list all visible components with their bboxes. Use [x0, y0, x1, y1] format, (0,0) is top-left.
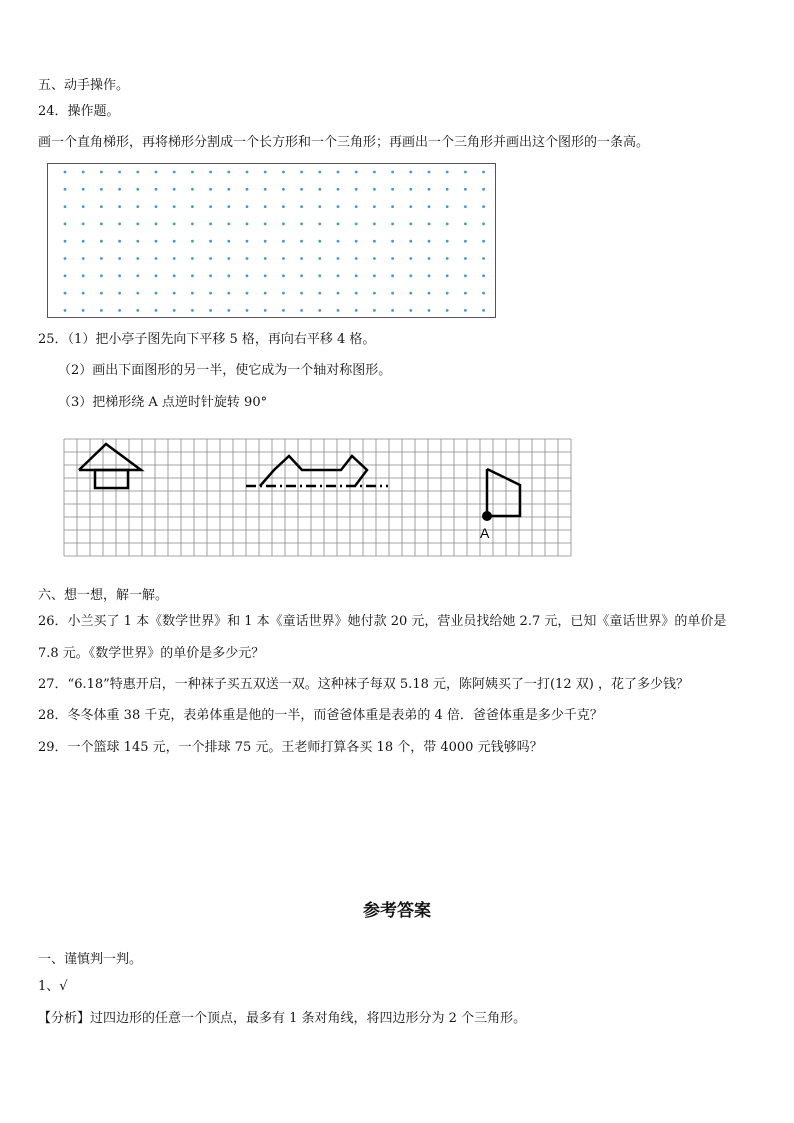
grid-dot — [464, 292, 467, 295]
grid-dot — [64, 274, 67, 277]
grid-dot — [136, 188, 139, 191]
grid-dot — [409, 171, 412, 174]
grid-dot — [82, 171, 85, 174]
grid-dot — [282, 171, 285, 174]
grid-dot — [428, 171, 431, 174]
grid-dot — [264, 292, 267, 295]
grid-dot — [446, 309, 449, 312]
grid-dot — [118, 205, 121, 208]
point-a — [482, 511, 492, 521]
grid-dot — [446, 205, 449, 208]
grid-dot — [64, 240, 67, 243]
grid-dot — [64, 205, 67, 208]
grid-dot — [246, 205, 249, 208]
grid-dot — [173, 240, 176, 243]
grid-dot — [391, 188, 394, 191]
grid-dot — [173, 292, 176, 295]
grid-dot — [428, 223, 431, 226]
grid-dot — [173, 309, 176, 312]
grid-dot — [355, 292, 358, 295]
question-25-part2: （2）画出下面图形的另一半，使它成为一个轴对称图形。 — [58, 363, 392, 378]
grid-dot — [227, 223, 230, 226]
grid-dot — [391, 309, 394, 312]
grid-dot — [82, 223, 85, 226]
grid-dot — [391, 292, 394, 295]
pavilion-base — [95, 470, 128, 488]
grid-dot — [391, 274, 394, 277]
grid-dot — [246, 171, 249, 174]
grid-dot — [191, 240, 194, 243]
grid-dot — [227, 292, 230, 295]
grid-dot — [118, 257, 121, 260]
grid-dot — [300, 171, 303, 174]
grid-dot — [355, 309, 358, 312]
grid-dot — [100, 309, 103, 312]
grid-dot — [227, 309, 230, 312]
grid-dot — [300, 240, 303, 243]
square-grid-figure — [63, 438, 583, 568]
grid-dot — [482, 223, 485, 226]
grid-dot — [482, 292, 485, 295]
grid-dot — [118, 274, 121, 277]
grid-dot — [264, 240, 267, 243]
grid-dot — [118, 309, 121, 312]
grid-dot — [446, 292, 449, 295]
grid-dot — [337, 274, 340, 277]
grid-dot — [300, 205, 303, 208]
grid-dot — [155, 171, 158, 174]
question-25-part1: 25．（1）把小亭子图先向下平移 5 格，再向右平移 4 格。 — [38, 332, 376, 347]
grid-dot — [155, 240, 158, 243]
grid-dot — [82, 188, 85, 191]
grid-dot — [64, 223, 67, 226]
grid-dot — [282, 257, 285, 260]
grid-dot — [64, 309, 67, 312]
answers-section-1-heading: 一、谨慎判一判。 — [38, 952, 143, 967]
grid-dot — [337, 257, 340, 260]
grid-dot — [428, 292, 431, 295]
grid-dot — [136, 223, 139, 226]
grid-dot — [118, 171, 121, 174]
grid-dot — [282, 240, 285, 243]
grid-dot — [209, 171, 212, 174]
grid-dot — [428, 309, 431, 312]
grid-dot — [318, 188, 321, 191]
grid-dot — [82, 205, 85, 208]
grid-dot — [300, 309, 303, 312]
grid-dot — [173, 223, 176, 226]
grid-dot — [355, 188, 358, 191]
grid-dot — [118, 223, 121, 226]
grid-dot — [100, 257, 103, 260]
grid-dot — [264, 274, 267, 277]
point-a-label: A — [480, 525, 490, 541]
grid-dot — [209, 292, 212, 295]
grid-dot — [428, 257, 431, 260]
grid-dot — [300, 257, 303, 260]
question-25-part3: （3）把梯形绕 A 点逆时针旋转 90° — [58, 395, 268, 410]
grid-dot — [136, 205, 139, 208]
half-figure — [260, 456, 367, 486]
grid-dot — [155, 274, 158, 277]
grid-dot — [464, 188, 467, 191]
question-24-text: 画一个直角梯形，再将梯形分割成一个长方形和一个三角形；再画出一个三角形并画出这个图形的一条高。 — [38, 135, 650, 150]
grid-dot — [391, 171, 394, 174]
grid-dot — [191, 292, 194, 295]
grid-dot — [373, 257, 376, 260]
grid-dot — [464, 223, 467, 226]
grid-dot — [82, 240, 85, 243]
pavilion-roof — [79, 444, 141, 470]
section-heading-6: 六、想一想，解一解。 — [38, 588, 169, 603]
grid-dot — [318, 274, 321, 277]
grid-dot — [318, 171, 321, 174]
grid-dot — [246, 274, 249, 277]
grid-dot — [355, 257, 358, 260]
grid-dot — [391, 240, 394, 243]
grid-dot — [191, 205, 194, 208]
grid-dot — [409, 309, 412, 312]
grid-dot — [318, 240, 321, 243]
grid-dot — [100, 188, 103, 191]
grid-dot — [337, 309, 340, 312]
grid-dot — [136, 309, 139, 312]
grid-dot — [337, 205, 340, 208]
grid-dot — [227, 274, 230, 277]
grid-dot — [227, 188, 230, 191]
grid-dot — [155, 188, 158, 191]
grid-dot — [300, 292, 303, 295]
grid-dot — [318, 292, 321, 295]
grid-dot — [136, 240, 139, 243]
grid-dot — [227, 257, 230, 260]
grid-dot — [155, 292, 158, 295]
grid-dot — [209, 257, 212, 260]
grid-dot — [337, 171, 340, 174]
dot-grid — [48, 164, 495, 317]
grid-dot — [64, 171, 67, 174]
grid-dot — [282, 274, 285, 277]
grid-dot — [482, 257, 485, 260]
grid-dot — [337, 188, 340, 191]
grid-dot — [318, 223, 321, 226]
grid-dot — [155, 223, 158, 226]
grid-dot — [373, 240, 376, 243]
grid-dot — [246, 240, 249, 243]
grid-dot — [227, 205, 230, 208]
grid-dot — [409, 257, 412, 260]
grid-dot — [155, 205, 158, 208]
grid-dot — [246, 223, 249, 226]
grid-dot — [373, 205, 376, 208]
grid-dot — [446, 257, 449, 260]
grid-dot — [191, 309, 194, 312]
grid-dot — [391, 223, 394, 226]
grid-dot — [173, 205, 176, 208]
answer-1-analysis: 【分析】过四边形的任意一个顶点，最多有 1 条对角线，将四边形分为 2 个三角形。 — [38, 1011, 527, 1026]
grid-dot — [446, 188, 449, 191]
grid-dot — [373, 309, 376, 312]
grid-dot — [246, 188, 249, 191]
grid-dot — [100, 274, 103, 277]
grid-dot — [482, 309, 485, 312]
grid-dot — [355, 171, 358, 174]
trapezoid — [487, 469, 520, 516]
question-26-line1: 26．小兰买了 1 本《数学世界》和 1 本《童话世界》她付款 20 元，营业员找给她 2.7 元，已知《童话世界》的单价是 — [38, 614, 727, 629]
grid-dot — [464, 274, 467, 277]
grid-dot — [464, 205, 467, 208]
grid-dot — [227, 240, 230, 243]
grid-dot — [136, 292, 139, 295]
grid-dot — [264, 223, 267, 226]
grid-dot — [482, 188, 485, 191]
grid-dot — [337, 223, 340, 226]
grid-dot — [64, 188, 67, 191]
grid-dot — [209, 188, 212, 191]
grid-dot — [373, 292, 376, 295]
grid-dot — [100, 240, 103, 243]
square-grid — [63, 438, 583, 564]
grid-dot — [191, 257, 194, 260]
grid-dot — [409, 274, 412, 277]
grid-dot — [246, 309, 249, 312]
grid-dot — [464, 171, 467, 174]
grid-dot — [136, 274, 139, 277]
grid-dot — [282, 188, 285, 191]
grid-dot — [264, 188, 267, 191]
grid-dot — [82, 257, 85, 260]
grid-dot — [318, 309, 321, 312]
grid-dot — [173, 171, 176, 174]
grid-dot — [191, 188, 194, 191]
section-heading-5: 五、动手操作。 — [38, 78, 130, 93]
grid-dot — [100, 205, 103, 208]
grid-dot — [373, 188, 376, 191]
grid-dot — [100, 171, 103, 174]
grid-dot — [482, 205, 485, 208]
question-24-title: 24．操作题。 — [38, 104, 120, 119]
grid-dot — [355, 223, 358, 226]
grid-dot — [100, 292, 103, 295]
grid-dot — [391, 257, 394, 260]
grid-dot — [391, 205, 394, 208]
question-29: 29．一个篮球 145 元，一个排球 75 元。王老师打算各买 18 个，带 4000 元钱够吗？ — [38, 740, 543, 755]
grid-dot — [209, 274, 212, 277]
grid-dot — [355, 240, 358, 243]
grid-dot — [118, 240, 121, 243]
grid-dot — [409, 223, 412, 226]
grid-dot — [136, 257, 139, 260]
answers-title: 参考答案 — [363, 901, 431, 921]
grid-dot — [264, 257, 267, 260]
grid-dot — [246, 292, 249, 295]
grid-dot — [191, 274, 194, 277]
grid-dot — [246, 257, 249, 260]
grid-dot — [282, 292, 285, 295]
grid-dot — [355, 205, 358, 208]
grid-dot — [191, 171, 194, 174]
grid-dot — [373, 274, 376, 277]
grid-dot — [282, 223, 285, 226]
grid-dot — [337, 292, 340, 295]
grid-dot — [64, 292, 67, 295]
grid-dot — [82, 292, 85, 295]
grid-dot — [318, 205, 321, 208]
question-26-line2: 7.8 元。《数学世界》的单价是多少元？ — [38, 646, 265, 661]
grid-dot — [282, 309, 285, 312]
grid-dot — [300, 274, 303, 277]
grid-dot — [373, 171, 376, 174]
grid-dot — [409, 188, 412, 191]
dot-grid-box — [47, 163, 496, 318]
grid-dot — [118, 188, 121, 191]
grid-dot — [409, 240, 412, 243]
grid-dot — [82, 309, 85, 312]
grid-dot — [464, 240, 467, 243]
grid-dot — [446, 171, 449, 174]
grid-dot — [428, 205, 431, 208]
answer-1: 1、√ — [38, 979, 68, 994]
grid-dot — [173, 257, 176, 260]
grid-dot — [264, 205, 267, 208]
grid-dot — [100, 223, 103, 226]
grid-dot — [300, 188, 303, 191]
grid-dot — [264, 309, 267, 312]
grid-dot — [446, 240, 449, 243]
grid-dot — [428, 274, 431, 277]
grid-dot — [337, 240, 340, 243]
grid-dot — [355, 274, 358, 277]
grid-dot — [209, 205, 212, 208]
grid-dot — [464, 257, 467, 260]
grid-dot — [282, 205, 285, 208]
grid-dot — [373, 223, 376, 226]
grid-dot — [482, 171, 485, 174]
grid-dot — [209, 309, 212, 312]
grid-dot — [428, 240, 431, 243]
grid-dot — [446, 274, 449, 277]
grid-dot — [227, 171, 230, 174]
grid-dot — [155, 257, 158, 260]
grid-dot — [300, 223, 303, 226]
grid-dot — [464, 309, 467, 312]
grid-dot — [428, 188, 431, 191]
grid-dot — [173, 188, 176, 191]
grid-dot — [409, 205, 412, 208]
grid-dot — [264, 171, 267, 174]
grid-dot — [64, 257, 67, 260]
grid-dot — [155, 309, 158, 312]
grid-dot — [446, 223, 449, 226]
grid-dot — [482, 274, 485, 277]
grid-dot — [409, 292, 412, 295]
grid-dot — [82, 274, 85, 277]
question-28: 28．冬冬体重 38 千克，表弟体重是他的一半，而爸爸体重是表弟的 4 倍．爸爸体重是多少千克？ — [38, 708, 603, 723]
grid-dot — [173, 274, 176, 277]
grid-dot — [191, 223, 194, 226]
question-27: 27．“6.18”特惠开启，一种袜子买五双送一双。这种袜子每双 5.18 元，陈阿姨买了一打(12 双) ，花了多少钱？ — [38, 677, 689, 692]
grid-dot — [209, 240, 212, 243]
grid-dot — [318, 257, 321, 260]
grid-dot — [482, 240, 485, 243]
grid-dot — [136, 171, 139, 174]
grid-dot — [209, 223, 212, 226]
grid-dot — [118, 292, 121, 295]
